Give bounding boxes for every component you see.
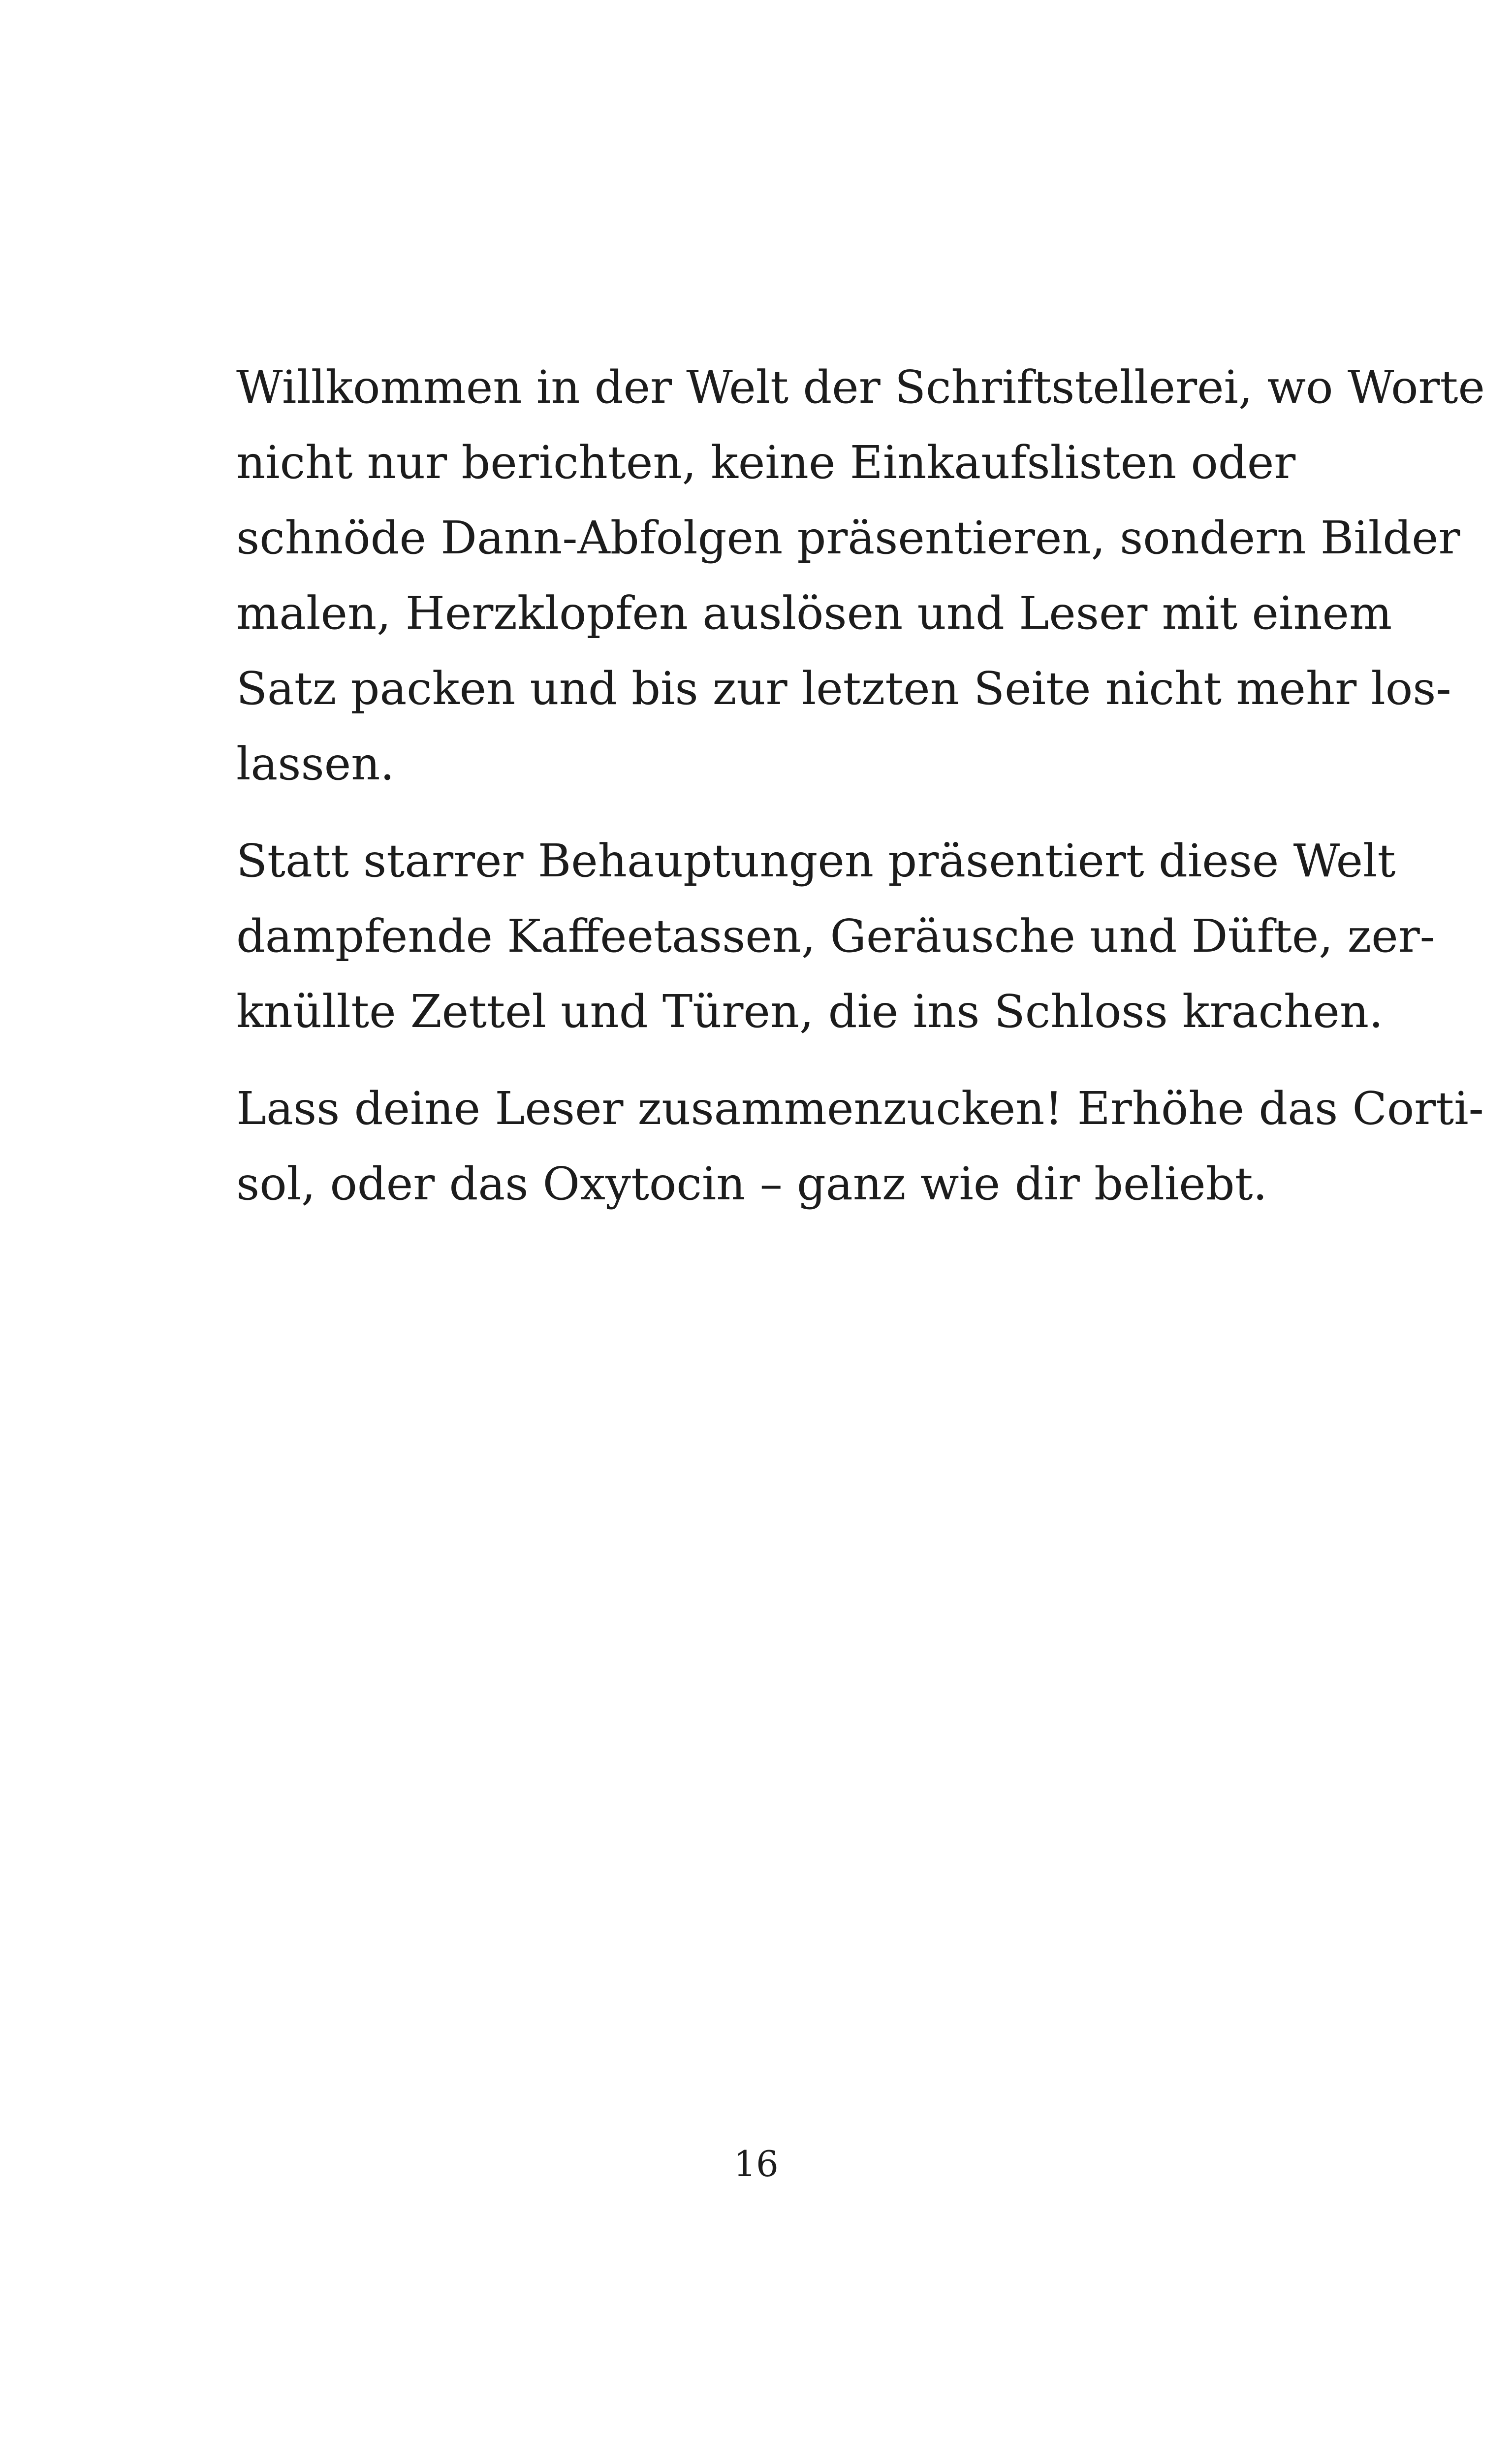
- text-line: schnöde Dann-Abfolgen präsentieren, sondern Bilder: [236, 512, 1460, 564]
- text-line: nicht nur berichten, keine Einkaufslisten oder: [236, 436, 1296, 489]
- text-line: malen, Herzklopfen auslösen und Leser mit einem: [236, 587, 1392, 640]
- text-line: Lass deine Leser zusammenzucken! Erhöhe das Corti-: [236, 1082, 1484, 1135]
- paragraph-3: [236, 1071, 1484, 1222]
- page-number: 16: [733, 2143, 779, 2185]
- text-line: Willkommen in der Welt der Schriftstellerei, wo Worte: [236, 361, 1485, 414]
- text-line: Statt starrer Behauptungen präsentiert diese Welt: [236, 835, 1396, 887]
- text-line: Satz packen und bis zur letzten Seite nicht mehr los-: [236, 662, 1451, 715]
- paragraph-1: [236, 350, 1485, 802]
- body-text: [236, 350, 1485, 1222]
- text-line: sol, oder das Oxytocin – ganz wie dir beliebt.: [236, 1157, 1267, 1210]
- text-line: dampfende Kaffeetassen, Geräusche und Düfte, zer-: [236, 910, 1435, 963]
- text-line: knüllte Zettel und Türen, die ins Schloss krachen.: [236, 985, 1384, 1038]
- text-line: lassen.: [236, 738, 395, 790]
- paragraph-2: [236, 823, 1435, 1049]
